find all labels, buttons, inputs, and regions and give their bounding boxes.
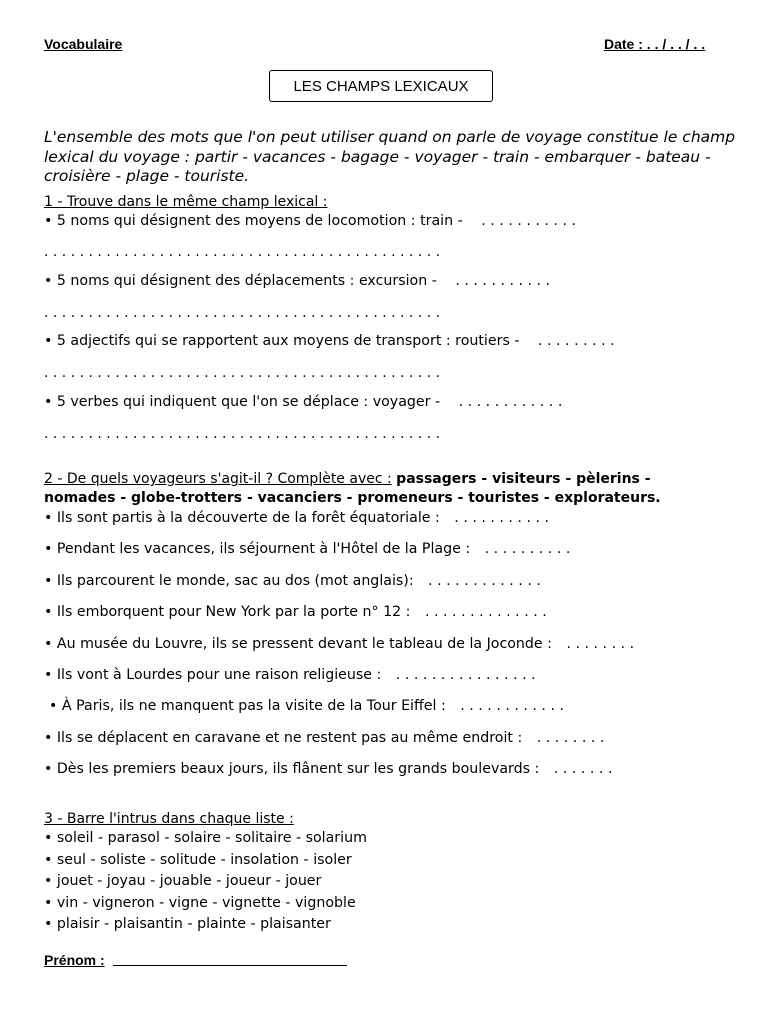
- answer-dotline[interactable]: . . . . . . . . . . . . . . . . . . . . . . . . . . . . . . . . . . . . . . . . . . . . .: [44, 365, 441, 381]
- header-left: Vocabulaire: [44, 36, 123, 52]
- answer-dots[interactable]: . . . . . . .: [553, 761, 613, 777]
- section1-item-text: • 5 verbes qui indiquent que l'on se déplace : voyager -: [44, 394, 441, 410]
- section2-item: [44, 604, 547, 620]
- section2-item-text: • Ils parcourent le monde, sac au dos (mot anglais):: [44, 573, 414, 589]
- list-item[interactable]: • seul - soliste - solitude - insolation - isoler: [44, 851, 352, 868]
- section1-item-text: • 5 noms qui désignent des moyens de locomotion : train -: [44, 213, 463, 229]
- list-item[interactable]: • soleil - parasol - solaire - solitaire - solarium: [44, 830, 367, 846]
- answer-dotline[interactable]: . . . . . . . . . . . . . . . . . . . . . . . . . . . . . . . . . . . . . . . . . . . . .: [44, 305, 441, 321]
- answer-dots[interactable]: . . . . . . . . . . . . . . . .: [395, 667, 536, 683]
- prenom-field[interactable]: [113, 965, 347, 966]
- section3-heading: [44, 811, 294, 827]
- section2-item-text: • Ils emborquent pour New York par la porte n° 12 :: [44, 604, 411, 620]
- section2-item-text: • Ils se déplacent en caravane et ne restent pas au même endroit :: [44, 730, 523, 746]
- answer-dots[interactable]: . . . . . . . . . . .: [481, 213, 576, 229]
- section2-item: [44, 667, 536, 683]
- section2-heading: [44, 471, 651, 487]
- answer-dots[interactable]: . . . . . . . .: [536, 730, 605, 746]
- section2-heading-text: 2 - De quels voyageurs s'agit-il ? Complète avec :: [44, 471, 392, 487]
- section1-heading-text: 1 - Trouve dans le même champ lexical :: [44, 194, 328, 210]
- section1-item-text: • 5 noms qui désignent des déplacements : excursion -: [44, 273, 437, 289]
- answer-dots[interactable]: . . . . . . . . . . . .: [458, 394, 563, 410]
- answer-dots[interactable]: . . . . . . . . . . . . .: [428, 573, 541, 589]
- section2-item: [49, 698, 564, 714]
- section1-item: [44, 213, 576, 229]
- section2-item: [44, 636, 634, 652]
- section3-heading-text: 3 - Barre l'intrus dans chaque liste :: [44, 811, 294, 827]
- answer-dotline[interactable]: . . . . . . . . . . . . . . . . . . . . . . . . . . . . . . . . . . . . . . . . . . . . .: [44, 244, 441, 260]
- section2-item-text: • Pendant les vacances, ils séjournent à l'Hôtel de la Plage :: [44, 541, 471, 557]
- list-item[interactable]: • jouet - joyau - jouable - joueur - jouer: [44, 873, 322, 889]
- answer-dots[interactable]: . . . . . . . .: [566, 636, 635, 652]
- section2-item-text: • À Paris, ils ne manquent pas la visite de la Tour Eiffel :: [49, 698, 446, 714]
- page-title: LES CHAMPS LEXICAUX: [269, 70, 493, 102]
- list-item[interactable]: • plaisir - plaisantin - plainte - plaisanter: [44, 916, 331, 932]
- section2-item: [44, 510, 549, 526]
- section1-item: [44, 333, 615, 349]
- answer-dots[interactable]: . . . . . . . . . . .: [455, 273, 551, 289]
- answer-dots[interactable]: . . . . . . . . . .: [484, 541, 571, 557]
- answer-dotline[interactable]: . . . . . . . . . . . . . . . . . . . . . . . . . . . . . . . . . . . . . . . . . . . . .: [44, 426, 441, 442]
- section1-item: [44, 394, 562, 410]
- section2-item: [44, 730, 604, 746]
- section2-item: [44, 541, 570, 557]
- section2-item: [44, 573, 541, 589]
- section1-item-text: • 5 adjectifs qui se rapportent aux moyens de transport : routiers -: [44, 333, 520, 349]
- section1-item: [44, 273, 550, 289]
- section2-item-text: • Dès les premiers beaux jours, ils flânent sur les grands boulevards :: [44, 761, 540, 777]
- section2-item-text: • Au musée du Louvre, ils se pressent devant le tableau de la Joconde :: [44, 636, 552, 652]
- intrus-list: [44, 828, 367, 936]
- prenom-label: Prénom :: [44, 952, 105, 968]
- header-date: Date : . . / . . / . .: [604, 36, 706, 52]
- answer-dots[interactable]: . . . . . . . . . . .: [454, 510, 550, 526]
- answer-dots[interactable]: . . . . . . . . .: [537, 333, 615, 349]
- list-item[interactable]: • vin - vigneron - vigne - vignette - vignoble: [44, 894, 356, 911]
- section2-item-text: • Ils vont à Lourdes pour une raison religieuse :: [44, 667, 382, 683]
- section2-item: [44, 761, 612, 777]
- word-bank-line2: nomades - globe-trotters - vacanciers - promeneurs - touristes - explorateurs.: [44, 490, 661, 506]
- intro-paragraph: L'ensemble des mots que l'on peut utiliser quand on parle de voyage constitue le champ lexical du voyage : partir - vacances - bagage - voyager - train - embarquer - bateau - croisière - plage - touriste.: [44, 128, 736, 185]
- answer-dots[interactable]: . . . . . . . . . . . . . .: [424, 604, 547, 620]
- section1-heading: [44, 194, 327, 210]
- word-bank-line1: passagers - visiteurs - pèlerins -: [396, 471, 651, 487]
- section2-item-text: • Ils sont partis à la découverte de la forêt équatoriale :: [44, 510, 440, 526]
- answer-dots[interactable]: . . . . . . . . . . . .: [460, 698, 564, 714]
